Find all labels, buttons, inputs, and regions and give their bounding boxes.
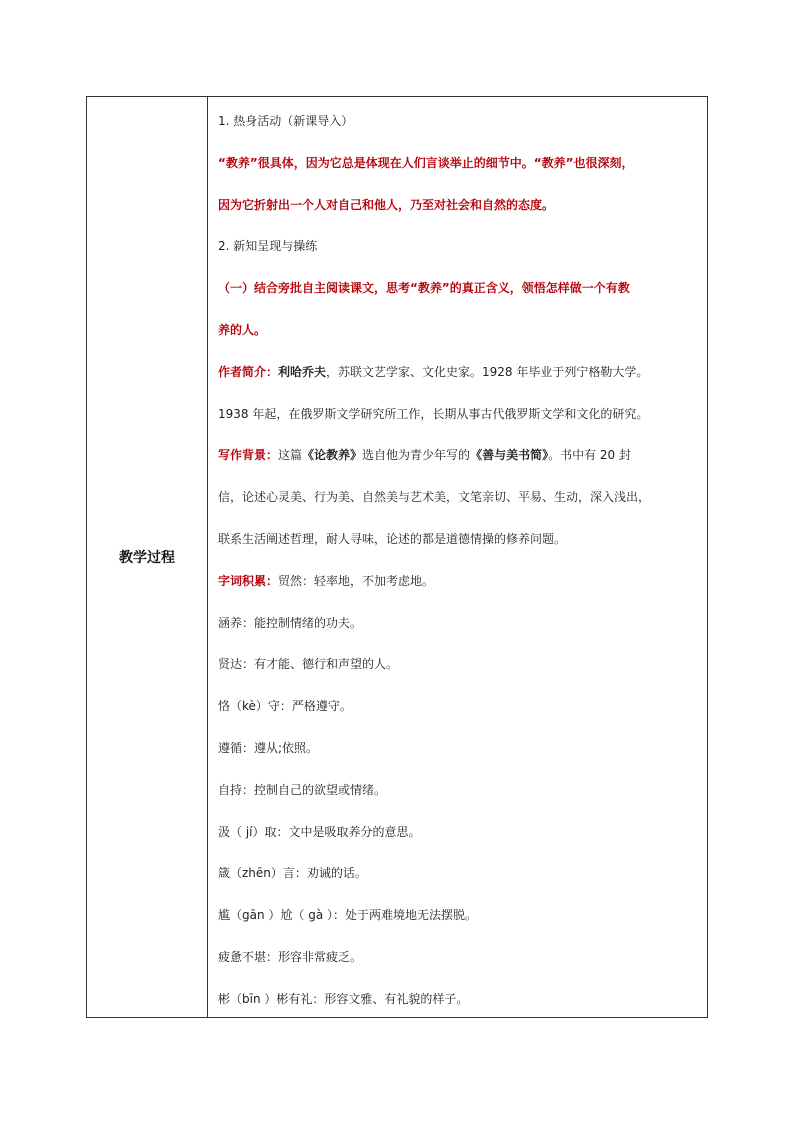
text-run: （一）结合旁批自主阅读课文，思考“教养”的真正含义，领悟怎样做一个有教 bbox=[218, 281, 630, 296]
text-run: 信，论述心灵美、行为美、自然美与艺术美，文笔亲切、平易、生动，深入浅出， bbox=[218, 490, 651, 505]
text-run: ，苏联文艺学家、文化史家。1928 年毕业于列宁格勒大学。 bbox=[326, 364, 649, 379]
text-run: 养的人。 bbox=[218, 323, 267, 337]
text-run: 选自他为青少年写的 bbox=[362, 448, 471, 463]
text-line bbox=[218, 155, 701, 171]
text-run: 《论教养》 bbox=[302, 448, 363, 463]
text-run: 1. 热身活动（新课导入） bbox=[218, 114, 354, 128]
text-run: 箴（zhēn）言：劝诫的话。 bbox=[218, 866, 367, 881]
text-run: 1938 年起，在俄罗斯文学研究所工作，长期从事古代俄罗斯文学和文化的研究。 bbox=[218, 406, 649, 421]
text-run: 彬（bīn ）彬有礼：形容文雅、有礼貌的样子。 bbox=[218, 991, 469, 1006]
text-line bbox=[218, 907, 701, 923]
text-run: 写作背景： bbox=[218, 448, 279, 463]
text-line bbox=[218, 364, 701, 380]
text-line bbox=[218, 322, 701, 338]
text-line bbox=[218, 865, 701, 881]
section-label: 教学过程 bbox=[119, 550, 175, 566]
text-run: 贤达：有才能、德行和声望的人。 bbox=[218, 657, 399, 672]
text-run: 作者简介： bbox=[218, 364, 279, 379]
text-run: 汲（ jí）取：文中是吸取养分的意思。 bbox=[218, 824, 421, 839]
text-line bbox=[218, 280, 701, 296]
text-run: 疲惫不堪：形容非常疲乏。 bbox=[218, 950, 363, 964]
text-run: 贸然：轻率地，不加考虑地。 bbox=[278, 573, 435, 588]
text-line bbox=[218, 197, 701, 213]
lesson-content-cell bbox=[208, 97, 707, 1017]
text-line bbox=[218, 740, 701, 756]
text-run: 这篇 bbox=[278, 448, 303, 463]
text-run: 联系生活阐述哲理，耐人寻味，论述的都是道德情操的修养问题。 bbox=[218, 532, 567, 546]
text-run: 遵循：遵从;依照。 bbox=[218, 741, 319, 755]
text-line bbox=[218, 949, 701, 965]
text-run: “教养”很具体，因为它总是体现在人们言谈举止的细节中。“教养”也很深刻， bbox=[218, 155, 634, 170]
text-run: 自持：控制自己的欲望或情绪。 bbox=[218, 782, 387, 797]
text-line bbox=[218, 447, 701, 463]
text-line bbox=[218, 615, 701, 631]
text-run: 尴（gān ）尬（ gà ）：处于两难境地无法摆脱。 bbox=[218, 908, 477, 923]
text-run: 。书中有 20 封 bbox=[548, 448, 631, 463]
text-run: 恪（kè）守：严格遵守。 bbox=[218, 699, 352, 714]
text-run: 因为它折射出一个人对自己和他人，乃至对社会和自然的态度。 bbox=[218, 197, 555, 212]
text-line bbox=[218, 238, 701, 254]
section-label-cell bbox=[87, 97, 208, 1017]
text-run: 涵养：能控制情绪的功夫。 bbox=[218, 615, 363, 630]
text-line bbox=[218, 406, 701, 422]
text-line bbox=[218, 656, 701, 672]
text-line bbox=[218, 531, 701, 547]
text-run: 《善与美书简》 bbox=[470, 448, 549, 463]
text-run: 字词积累： bbox=[218, 573, 279, 588]
text-line bbox=[218, 489, 701, 505]
text-run: 2. 新知呈现与操练 bbox=[218, 239, 318, 254]
lesson-table bbox=[86, 96, 708, 1018]
text-line bbox=[218, 991, 701, 1007]
text-line bbox=[218, 782, 701, 798]
text-line bbox=[218, 573, 701, 589]
text-run: 利哈乔夫 bbox=[278, 364, 327, 379]
text-line bbox=[218, 698, 701, 714]
text-line bbox=[218, 824, 701, 840]
text-line bbox=[218, 113, 701, 129]
